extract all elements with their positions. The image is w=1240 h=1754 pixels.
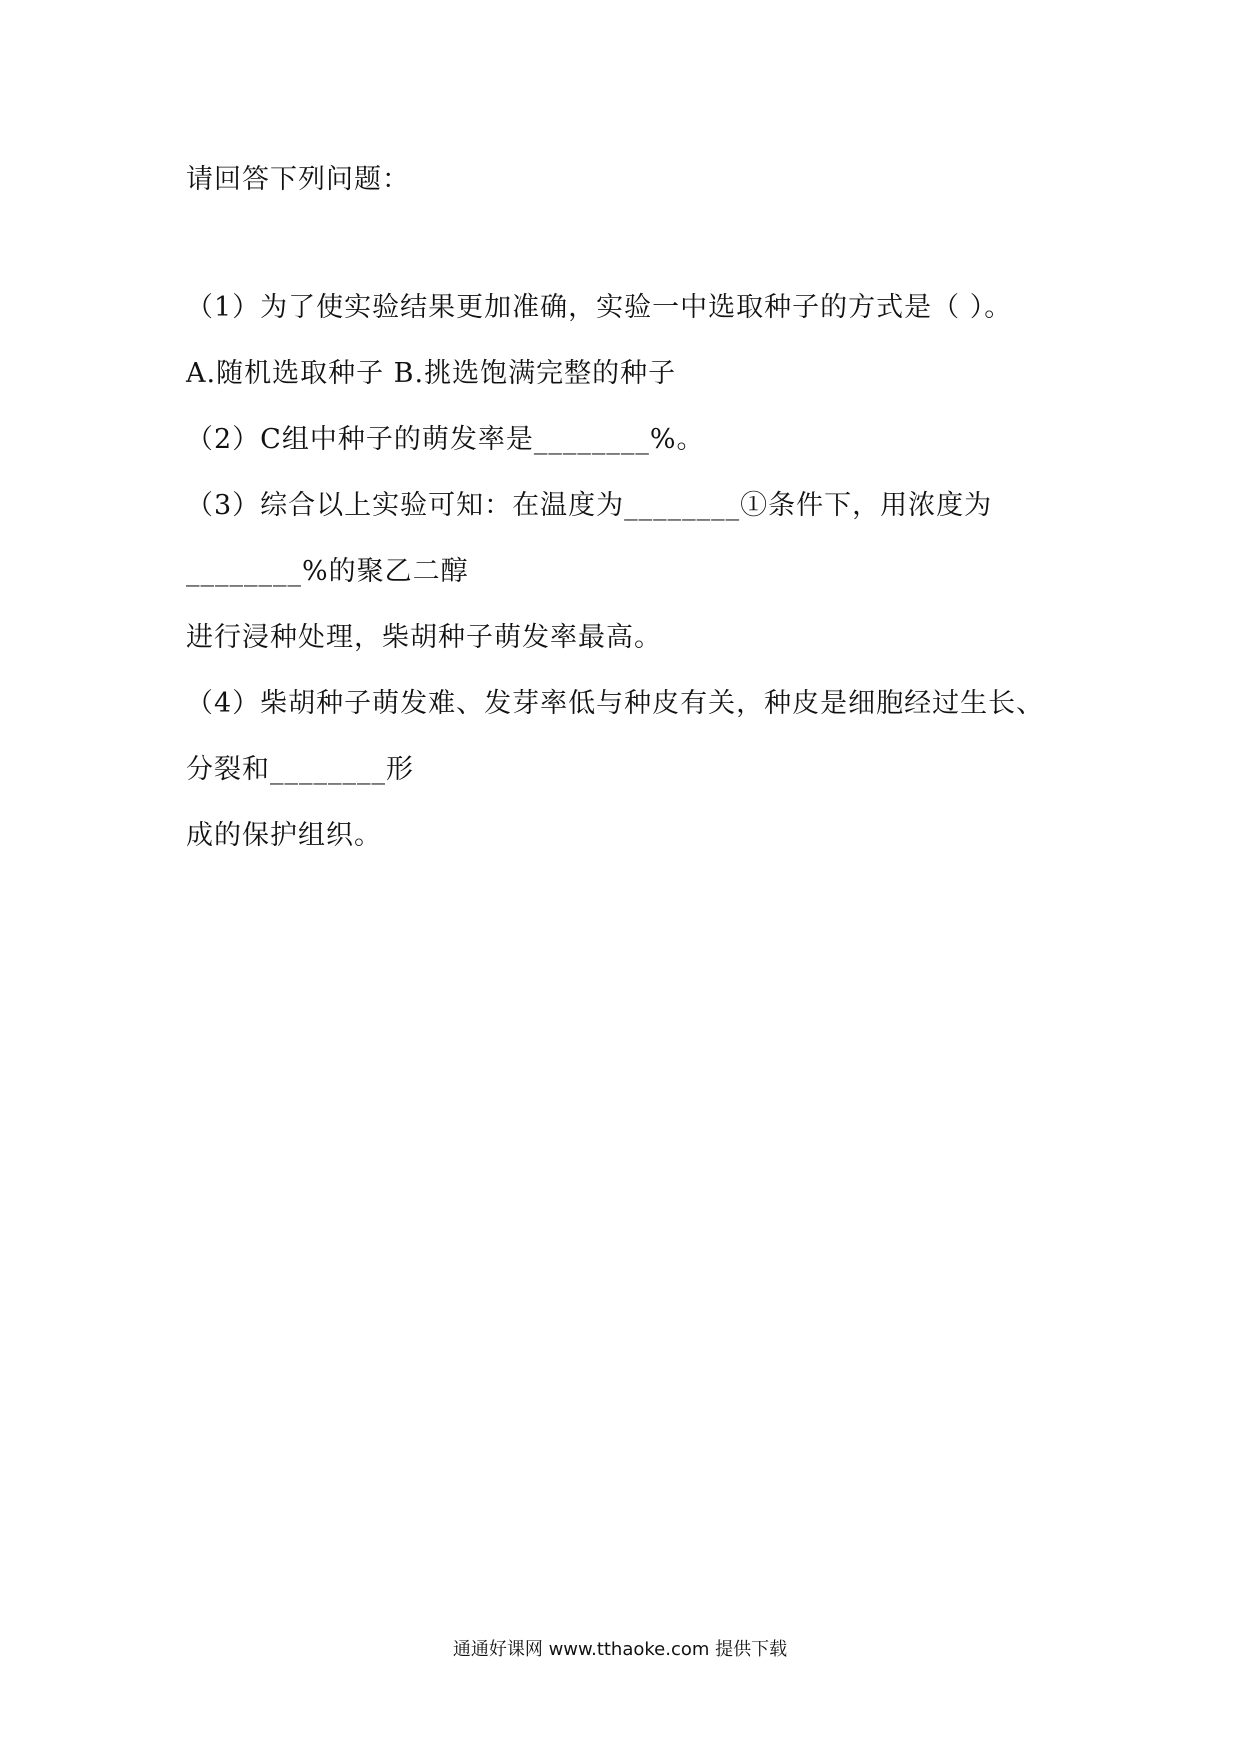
question-4-line-2: 分裂和________形 <box>186 754 414 785</box>
question-4-line-3: 成的保护组织。 <box>186 820 382 851</box>
question-3-line-3: 进行浸种处理，柴胡种子萌发率最高。 <box>186 622 662 653</box>
question-3-line-2: ________%的聚乙二醇 <box>186 556 469 587</box>
download-footer: 通通好课网 www.tthaoke.com 提供下载 <box>452 1639 788 1660</box>
question-4-line-1: （4）柴胡种子萌发难、发芽率低与种皮有关，种皮是细胞经过生长、 <box>186 688 1045 719</box>
question-3-line-1: （3）综合以上实验可知：在温度为________①条件下，用浓度为 <box>186 490 993 521</box>
question-1-stem: （1）为了使实验结果更加准确，实验一中选取种子的方式是（ ）。 <box>186 292 1013 323</box>
intro-text: 请回答下列问题： <box>186 164 410 195</box>
question-1-options: A.随机选取种子 B.挑选饱满完整的种子 <box>186 358 677 389</box>
question-2: （2）C组中种子的萌发率是________%。 <box>186 424 705 455</box>
